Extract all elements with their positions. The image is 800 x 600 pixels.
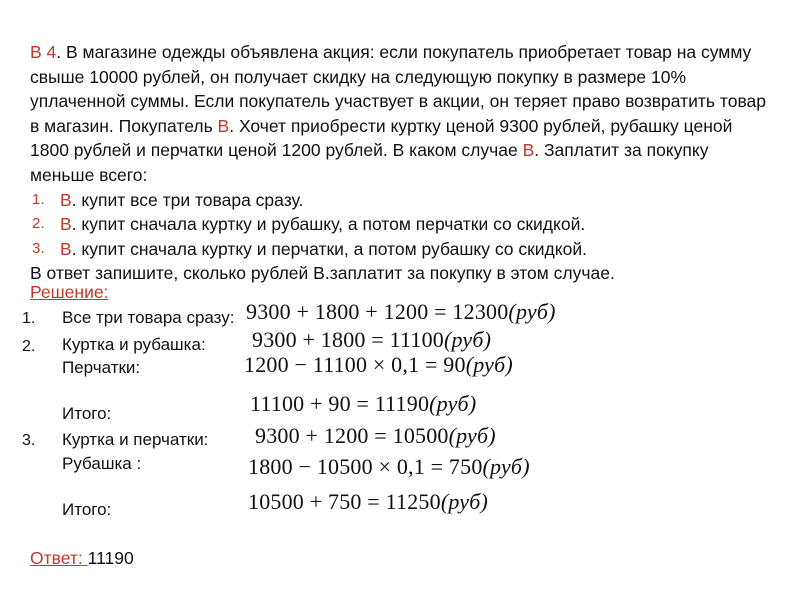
formula-expression: 9300 + 1800 = 11100 bbox=[252, 327, 444, 352]
buyer-name: В bbox=[522, 140, 535, 161]
total-label: Итого: bbox=[62, 500, 112, 519]
formula-expression: 11100 + 90 = 11190 bbox=[250, 391, 430, 416]
solution-title: Решение: bbox=[30, 282, 109, 302]
option-buyer: В bbox=[60, 189, 72, 210]
option-text: . купит все три товара сразу. bbox=[71, 189, 304, 210]
shirt-formula bbox=[248, 454, 530, 480]
option-text: . купит сначала куртку и перчатки, а потом рубашку со скидкой. bbox=[71, 238, 587, 259]
formula-unit: (руб) bbox=[448, 423, 496, 448]
formula-expression: 1200 − 11100 × 0,1 = 90 bbox=[244, 352, 466, 377]
case3-label: Куртка и перчатки: bbox=[62, 430, 209, 449]
buyer-name: В bbox=[217, 115, 230, 136]
case-number: 2. bbox=[22, 338, 36, 355]
final-answer bbox=[30, 548, 134, 569]
case3-formula bbox=[255, 423, 496, 449]
formula-unit: (руб) bbox=[465, 352, 513, 377]
total-formula-1 bbox=[250, 391, 476, 417]
formula-unit: (руб) bbox=[443, 327, 492, 352]
shirt-label: Рубашка : bbox=[62, 454, 142, 473]
problem-text-part-1: . В магазине одежды объявлена акция: если покупатель приобретает товар на сумму свыше 10000 рублей, он получает скидку на следующую покупку в размере 10% уплаченной суммы. Если покупатель участвует в акции, он теряет право возвратить товар в магазин. Покупатель bbox=[30, 42, 767, 136]
option-buyer: В bbox=[60, 238, 72, 259]
formula-expression: 9300 + 1200 = 10500 bbox=[255, 423, 449, 448]
option-item bbox=[30, 188, 770, 213]
answer-value: 11190 bbox=[87, 548, 134, 568]
problem-label: В 4 bbox=[30, 42, 57, 62]
option-text: . купит сначала куртку и рубашку, а потом перчатки со скидкой. bbox=[71, 214, 586, 235]
gloves-formula bbox=[244, 352, 513, 378]
formula-unit: (руб) bbox=[482, 454, 530, 479]
case2-label: Куртка и рубашка: bbox=[62, 335, 206, 354]
problem-text bbox=[30, 40, 770, 188]
formula-expression: 9300 + 1800 + 1200 = 12300 bbox=[246, 299, 509, 324]
option-number: 3. bbox=[32, 239, 45, 257]
options-list bbox=[30, 188, 770, 262]
answer-label: Ответ: bbox=[30, 548, 88, 568]
formula-unit: (руб) bbox=[440, 489, 489, 514]
case-number: 3. bbox=[22, 432, 36, 449]
problem-text-part-3: . Заплатит за покупку меньше всего: bbox=[30, 140, 709, 185]
case2-formula bbox=[252, 327, 491, 353]
option-number: 1. bbox=[32, 190, 45, 208]
option-item bbox=[30, 212, 770, 237]
formula-expression: 10500 + 750 = 11250 bbox=[248, 489, 441, 514]
total-label: Итого: bbox=[62, 404, 112, 423]
case1-formula bbox=[246, 299, 556, 325]
problem-text-part-2: . Хочет приобрести куртку ценой 9300 рублей, рубашку ценой 1800 рублей и перчатки ценой 1200 рублей. В каком случае bbox=[30, 115, 733, 161]
case-number: 1. bbox=[22, 310, 36, 327]
case1-label: Все три товара сразу: bbox=[62, 308, 235, 327]
option-buyer: В bbox=[60, 214, 72, 235]
total-formula-2 bbox=[248, 489, 488, 515]
formula-unit: (руб) bbox=[508, 299, 556, 324]
option-item bbox=[30, 237, 770, 262]
formula-expression: 1800 − 10500 × 0,1 = 750 bbox=[248, 454, 483, 479]
answer-instruction: В ответ запишите, сколько рублей В.заплатит за покупку в этом случае. bbox=[30, 263, 615, 284]
option-number: 2. bbox=[32, 215, 45, 233]
formula-unit: (руб) bbox=[429, 391, 477, 416]
gloves-label: Перчатки: bbox=[62, 358, 141, 377]
problem-statement bbox=[30, 40, 770, 286]
